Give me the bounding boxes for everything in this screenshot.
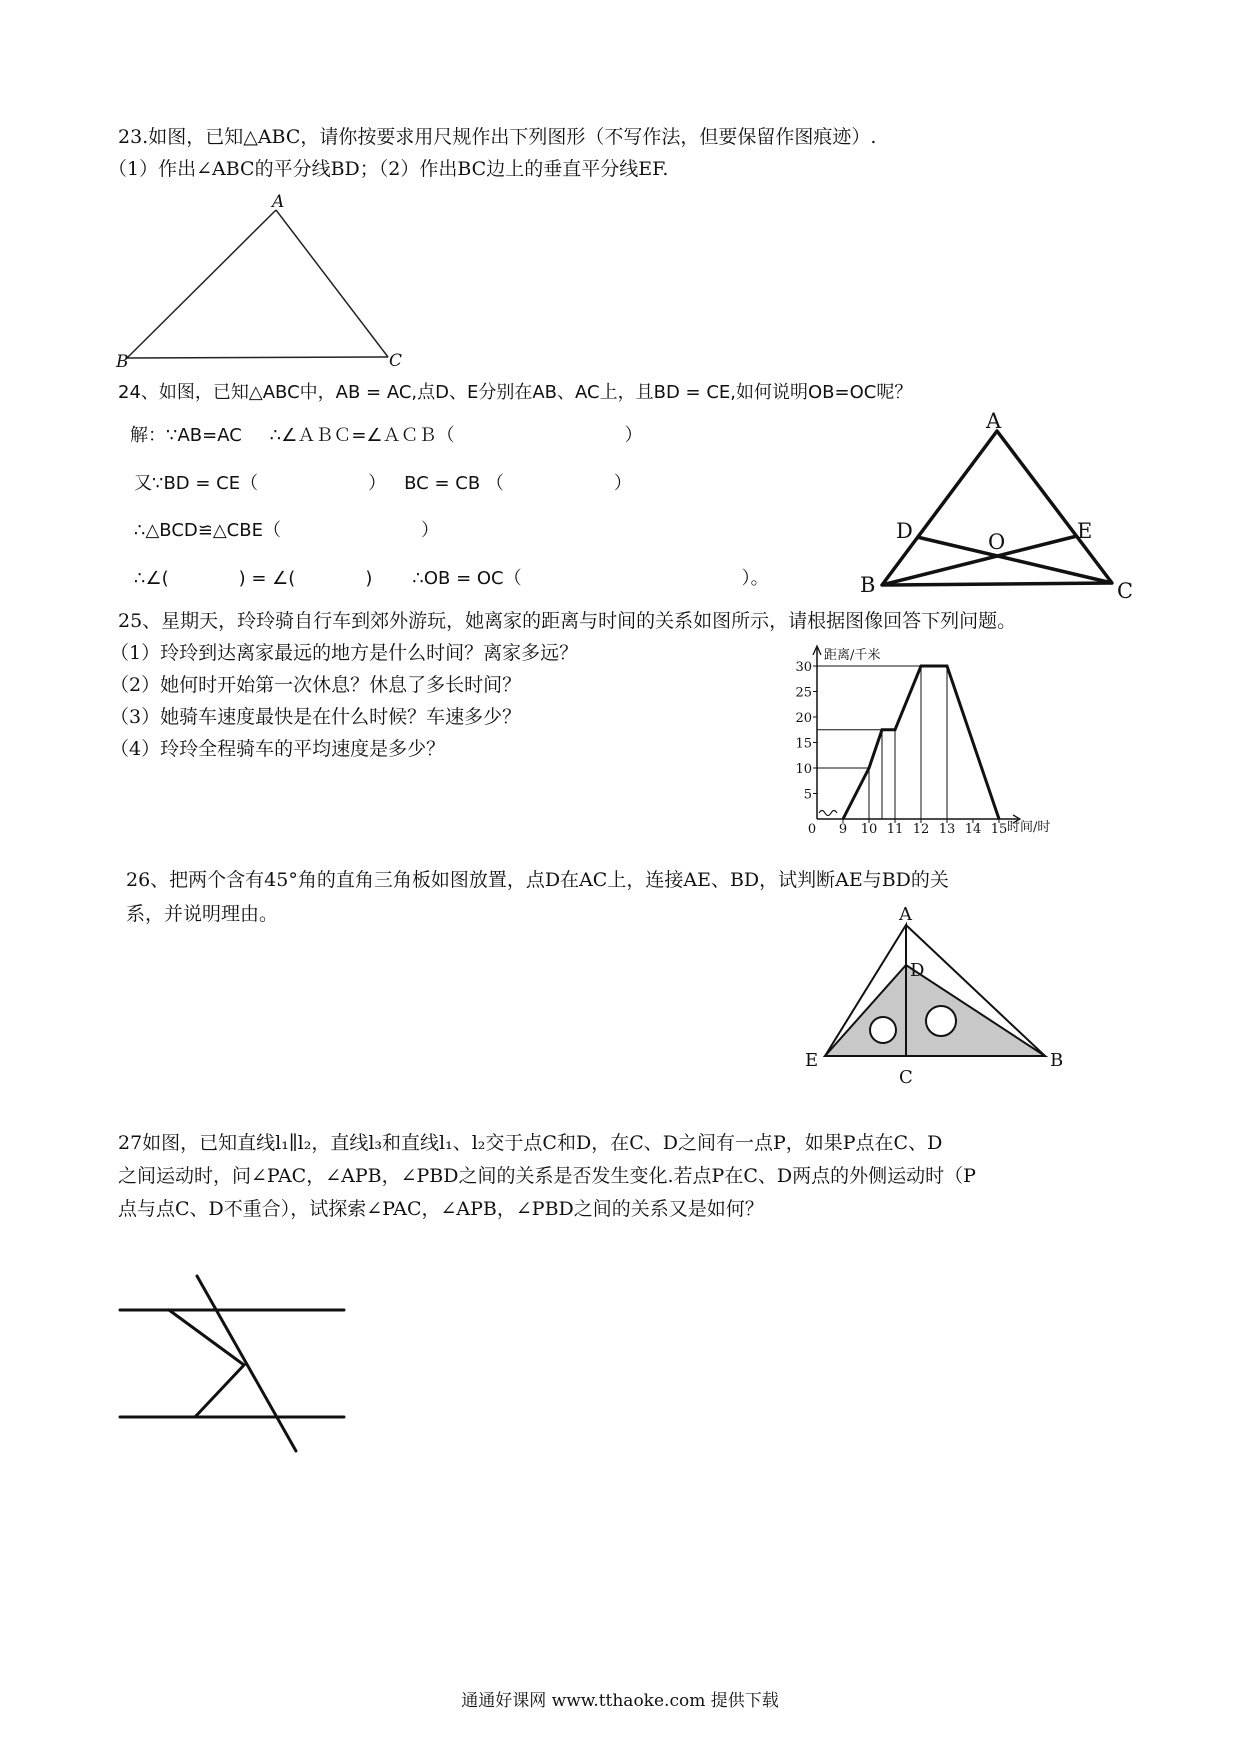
q24-step4-conclusion: ∴OB = OC（ <box>412 568 522 589</box>
q26-label-e: E <box>805 1050 819 1071</box>
q24-step4-close2: ）。 <box>741 568 769 589</box>
q27-line2: 之间运动时，问∠PAC，∠APB，∠PBD之间的关系是否发生变化.若点P在C、D两点的外侧运动时（P <box>118 1165 976 1187</box>
q24-step4-angle1: ∴∠( <box>134 568 169 589</box>
q24-step2-bd-ce: 又∵BD = CE（ <box>134 473 259 494</box>
q24-step2-bc-cb: BC = CB （ <box>404 473 504 494</box>
chart-x-tick-label: 14 <box>964 822 982 837</box>
q26-label-b: B <box>1050 1050 1064 1071</box>
chart-x-tick-label: 0 <box>807 822 817 837</box>
q23-parts: （1）作出∠ABC的平分线BD；（2）作出BC边上的垂直平分线EF. <box>108 158 669 180</box>
q26-label-d: D <box>910 960 925 981</box>
q24-step4-close1: ) <box>365 568 373 589</box>
q27-line3: 点与点C、D不重合），试探索∠PAC，∠APB，∠PBD之间的关系又是如何？ <box>118 1198 764 1220</box>
q23-title: 23.如图，已知△ABC，请你按要求用尺规作出下列图形（不写作法，但要保留作图痕迹）. <box>118 126 877 148</box>
chart-x-tick-label: 13 <box>938 822 956 837</box>
q25-q3: （3）她骑车速度最快是在什么时候？车速多少？ <box>110 706 522 728</box>
q26-line2: 系，并说明理由。 <box>126 903 279 925</box>
chart-y-tick-label: 15 <box>795 736 812 752</box>
q24-title: 24、如图，已知△ABC中，AB = AC,点D、E分别在AB、AC上，且BD = CE,如何说明OB=OC呢？ <box>118 382 913 403</box>
q23-label-c: C <box>389 351 403 371</box>
chart-y-tick-label: 20 <box>795 711 812 726</box>
chart-x-tick-label: 11 <box>886 822 904 837</box>
q24-step4-angle2: ) = ∠( <box>238 568 296 589</box>
q24-step1-given: 解：∵AB=AC <box>130 425 242 446</box>
q25-q4: （4）玲玲全程骑车的平均速度是多少？ <box>110 738 446 760</box>
q23-label-b: B <box>116 352 129 372</box>
q24-label-o: O <box>988 530 1006 554</box>
q26-label-a: A <box>899 904 912 925</box>
q25-q2: （2）她何时开始第一次休息？休息了多长时间？ <box>110 674 522 696</box>
chart-x-tick-label: 12 <box>912 822 930 837</box>
chart-y-tick-label: 30 <box>795 660 812 675</box>
q24-label-e: E <box>1077 519 1093 543</box>
chart-x-axis-label: 时间/时 <box>1007 820 1051 835</box>
chart-x-tick-label: 9 <box>838 822 848 837</box>
q24-step3-congruent: ∴△BCD≌△CBE（ <box>134 520 281 541</box>
q27-line1: 27如图，已知直线l₁∥l₂，直线l₃和直线l₁、l₂交于点C和D，在C、D之间有一点P，如果P点在C、D <box>118 1132 943 1154</box>
footer: 通通好课网 www.tthaoke.com 提供下载 <box>461 1691 779 1711</box>
q24-label-d: D <box>896 519 913 543</box>
q25-title: 25、星期天，玲玲骑自行车到郊外游玩，她离家的距离与时间的关系如图所示，请根据图像回答下列问题。 <box>118 610 1017 632</box>
chart-x-tick-label: 10 <box>860 822 878 837</box>
q24-step1-close: ） <box>624 425 643 446</box>
q24-label-b: B <box>860 573 876 597</box>
q26-label-c: C <box>899 1067 913 1088</box>
q24-step2-close2: ） <box>613 473 632 494</box>
q25-q1: （1）玲玲到达离家最远的地方是什么时间？离家多远？ <box>110 642 579 664</box>
q24-step1-angles: ∴∠ＡＢＣ=∠ＡＣＢ（ <box>269 425 455 446</box>
chart-y-axis-label: 距离/千米 <box>824 648 881 663</box>
chart-x-tick-label: 15 <box>990 822 1008 837</box>
chart-y-tick-label: 25 <box>795 685 812 701</box>
q24-label-c: C <box>1117 579 1134 603</box>
q24-step2-close1: ） <box>368 473 387 494</box>
q24-label-a: A <box>986 409 1002 433</box>
chart-y-tick-label: 10 <box>795 762 812 777</box>
q26-line1: 26、把两个含有45°角的直角三角板如图放置，点D在AC上，连接AE、BD，试判断AE与BD的关 <box>126 869 949 891</box>
chart-y-tick-label: 5 <box>803 787 812 803</box>
q24-step3-close: ） <box>420 520 439 541</box>
q23-label-a: A <box>272 192 285 212</box>
